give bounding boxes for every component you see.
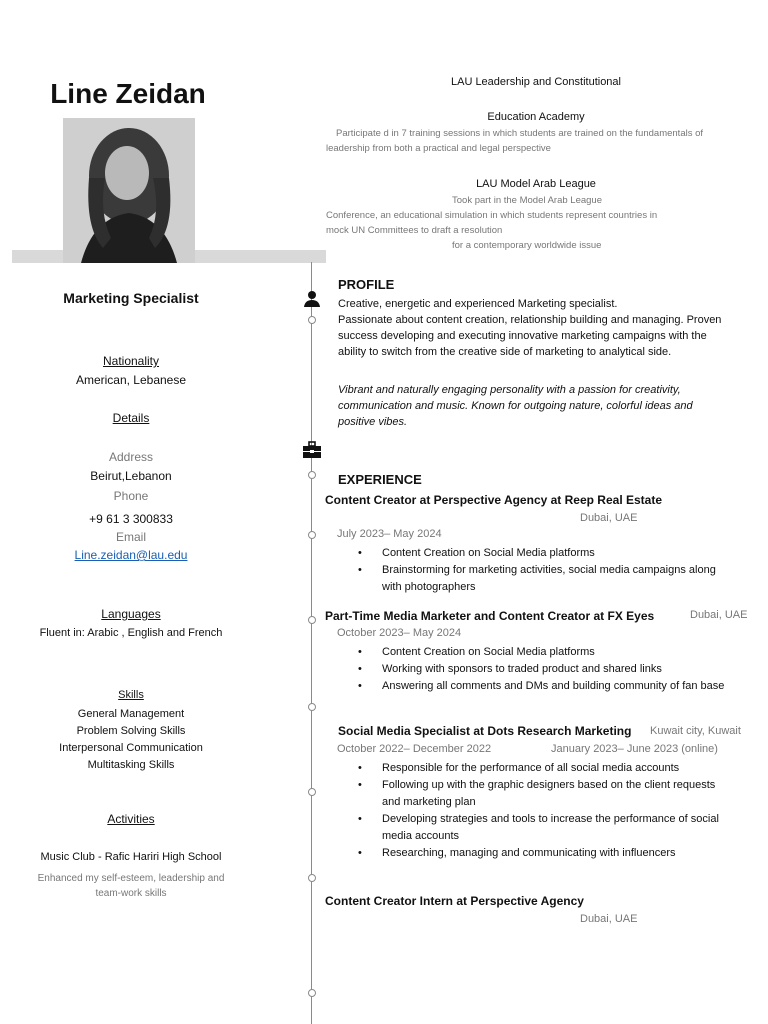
arab-league-description xyxy=(326,193,746,253)
activity-description xyxy=(0,871,262,901)
bullet-item: • Working with sponsors to traded product and shared links xyxy=(337,661,757,678)
languages-heading: Languages xyxy=(101,607,161,621)
bullet-item: • Developing strategies and tools to increase the performance of social xyxy=(337,811,757,828)
languages-value: Fluent in: Arabic , English and French xyxy=(39,627,223,639)
job-1-bullets xyxy=(337,545,757,596)
email-label: Email xyxy=(115,530,146,544)
skill-item: Interpersonal Communication xyxy=(59,742,203,754)
bullet-item: • Content Creation on Social Media platforms xyxy=(337,644,757,661)
arab-league-title: LAU Model Arab League xyxy=(476,178,596,190)
profile-italic-line: positive vibes. xyxy=(338,416,408,428)
experience-heading: EXPERIENCE xyxy=(338,472,422,487)
candidate-name: Line Zeidan xyxy=(50,78,206,109)
timeline-line xyxy=(311,262,312,1024)
activity-title: Music Club - Rafic Hariri High School xyxy=(40,851,222,863)
address-label: Address xyxy=(108,450,154,464)
timeline-dot xyxy=(308,788,316,796)
timeline-dot xyxy=(308,703,316,711)
bullet-item: • Following up with the graphic designers based on the client requests xyxy=(337,777,757,794)
profile-line: success developing and executing innovative marketing campaigns with the xyxy=(338,330,707,342)
lau-leadership-title-1: LAU Leadership and Constitutional xyxy=(450,76,621,88)
bullet-continued-text: media accounts xyxy=(382,830,460,842)
profile-photo xyxy=(63,118,195,263)
phone-label: Phone xyxy=(113,489,149,503)
bullet-item-continued xyxy=(337,828,757,845)
bullet-item: • Brainstorming for marketing activities, social media campaigns along xyxy=(337,562,757,579)
timeline-dot xyxy=(308,471,316,479)
nationality-heading: Nationality xyxy=(102,354,160,368)
desc-line: Conference, an educational simulation in which students represent countries in xyxy=(326,210,658,221)
job-2-bullets xyxy=(337,644,757,695)
activity-desc-line: Enhanced my self-esteem, leadership and xyxy=(37,873,225,884)
desc-line: leadership from both a practical and legal perspective xyxy=(326,143,551,154)
phone-value: +9 61 3 300833 xyxy=(89,512,173,526)
bullet-continued-text: and marketing plan xyxy=(382,796,476,808)
skill-item: Multitasking Skills xyxy=(87,759,175,771)
job-3-dates-2: January 2023– June 2023 (online) xyxy=(551,743,718,755)
profile-line: Passionate about content creation, relationship building and managing. Proven xyxy=(338,314,722,326)
job-2-location: Dubai, UAE xyxy=(690,609,748,621)
timeline-dot xyxy=(308,531,316,539)
desc-line: Participate d in 7 training sessions in which students are trained on the fundamentals of xyxy=(336,128,704,139)
profile-heading: PROFILE xyxy=(338,277,395,292)
skill-item: General Management xyxy=(77,708,185,720)
bullet-item: • Researching, managing and communicating with influencers xyxy=(337,845,757,862)
desc-line: mock UN Committees to draft a resolution xyxy=(326,225,503,236)
details-heading: Details xyxy=(112,411,150,425)
lau-leadership-description xyxy=(326,126,756,156)
profile-italic-line: communication and music. Known for outgoing nature, colorful ideas and xyxy=(338,400,693,412)
nationality-value: American, Lebanese xyxy=(75,373,187,387)
job-title: Marketing Specialist xyxy=(63,290,199,306)
job-2-dates: October 2023– May 2024 xyxy=(337,627,462,639)
job-3-dates: October 2022– December 2022 xyxy=(337,743,492,755)
bullet-item: • Responsible for the performance of all social media accounts xyxy=(337,760,757,777)
bullet-continued-text: with photographers xyxy=(382,581,476,593)
lau-leadership-title-2: Education Academy xyxy=(487,111,585,123)
job-1-dates: July 2023– May 2024 xyxy=(337,528,442,540)
timeline-dot xyxy=(308,616,316,624)
timeline-dot xyxy=(308,989,316,997)
skills-list xyxy=(0,706,262,774)
job-3-location: Kuwait city, Kuwait xyxy=(650,725,741,737)
email-link[interactable]: Line.zeidan@lau.edu xyxy=(74,548,188,562)
job-2-title: Part-Time Media Marketer and Content Creator at FX Eyes xyxy=(325,609,655,623)
bullet-item-continued xyxy=(337,579,757,596)
profile-personality xyxy=(338,382,758,430)
bullet-item: • Content Creation on Social Media platforms xyxy=(337,545,757,562)
timeline-dot xyxy=(308,874,316,882)
desc-line: Took part in the Model Arab League xyxy=(452,195,602,206)
profile-line: Creative, energetic and experienced Marketing specialist. xyxy=(338,298,618,310)
skill-item: Problem Solving Skills xyxy=(76,725,186,737)
job-1-title: Content Creator at Perspective Agency at Reep Real Estate xyxy=(325,493,663,507)
job-4-location: Dubai, UAE xyxy=(580,913,638,925)
skills-heading: Skills xyxy=(118,689,144,701)
job-3-bullets xyxy=(337,760,757,862)
activities-heading: Activities xyxy=(107,812,155,826)
address-value: Beirut,Lebanon xyxy=(90,469,172,483)
profile-summary xyxy=(338,296,758,360)
desc-line: for a contemporary worldwide issue xyxy=(452,240,602,251)
person-icon xyxy=(302,290,322,308)
briefcase-icon xyxy=(302,441,322,459)
job-3-title: Social Media Specialist at Dots Research Marketing xyxy=(338,724,632,738)
profile-line: ability to switch from the creative side of marketing to analytical side. xyxy=(338,346,672,358)
timeline-dot xyxy=(308,316,316,324)
job-1-location: Dubai, UAE xyxy=(580,512,638,524)
bullet-item: • Answering all comments and DMs and building community of fan base xyxy=(337,678,757,695)
activity-desc-line: team-work skills xyxy=(95,888,167,899)
profile-italic-line: Vibrant and naturally engaging personality with a passion for creativity, xyxy=(338,384,681,396)
bullet-item-continued xyxy=(337,794,757,811)
job-4-title: Content Creator Intern at Perspective Agency xyxy=(325,894,584,908)
